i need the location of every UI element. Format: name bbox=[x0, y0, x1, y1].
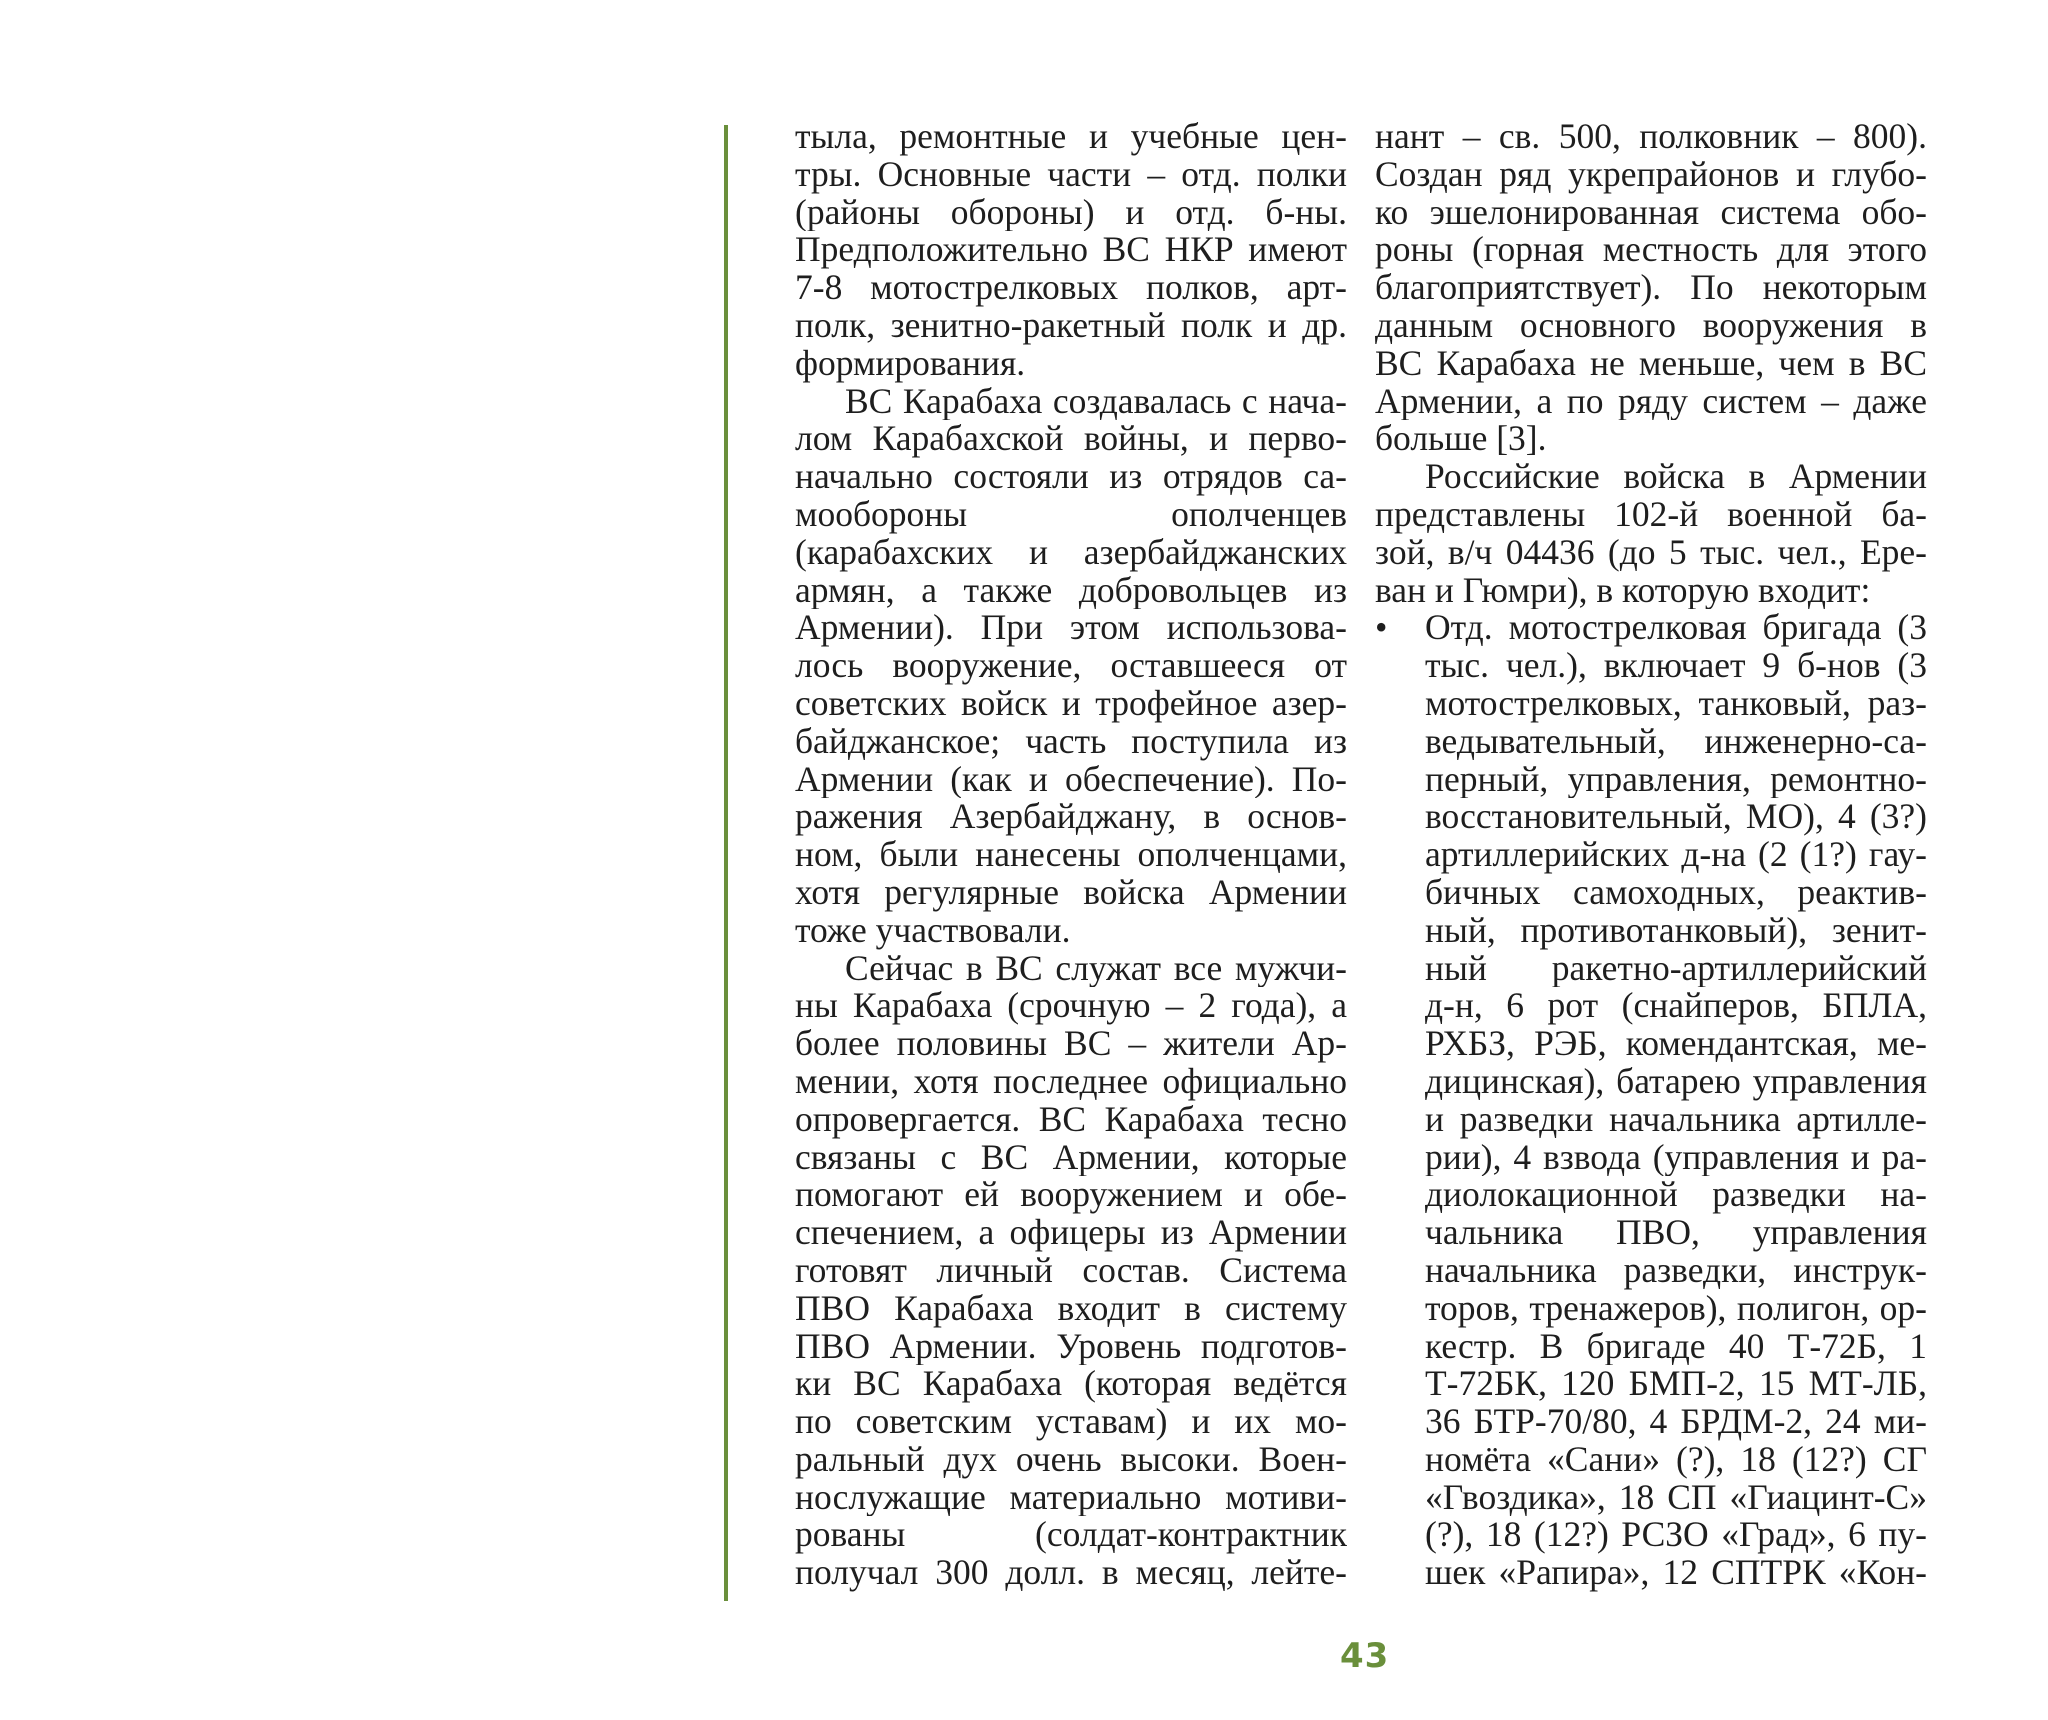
text-line bbox=[1375, 345, 1927, 383]
text-line bbox=[795, 307, 1347, 345]
text-line-content: ны Карабаха (срочную – 2 года), а bbox=[795, 987, 1347, 1026]
text-line bbox=[795, 647, 1347, 685]
text-line-content: Армении, а по ряду систем – даже bbox=[1375, 382, 1927, 421]
text-line-content: связаны с ВС Армении, которые bbox=[795, 1138, 1347, 1177]
text-line bbox=[795, 685, 1347, 723]
text-line-content: ный ракетно-артиллерийский bbox=[1425, 949, 1927, 988]
text-line-content: 36 БТР-70/80, 4 БРДМ-2, 24 ми- bbox=[1425, 1403, 1927, 1441]
text-line bbox=[1375, 685, 1927, 723]
text-line bbox=[795, 194, 1347, 232]
text-line-content: спечением, а офицеры из Армении bbox=[795, 1214, 1347, 1252]
text-line bbox=[1375, 194, 1927, 232]
text-line bbox=[795, 496, 1347, 534]
bullet-icon: • bbox=[1375, 609, 1388, 648]
text-line bbox=[795, 156, 1347, 194]
text-line bbox=[795, 1101, 1347, 1139]
text-line bbox=[1375, 1063, 1927, 1101]
text-line bbox=[1375, 950, 1927, 988]
text-line-content: рованы (солдат-контрактник bbox=[795, 1516, 1347, 1555]
text-line bbox=[795, 118, 1347, 156]
text-line bbox=[795, 987, 1347, 1025]
text-line-content: ван и Гюмри), в которую входит: bbox=[1375, 571, 1871, 610]
text-line-content: полк, зенитно-ракетный полк и др. bbox=[795, 306, 1347, 345]
text-line bbox=[1375, 383, 1927, 421]
text-line-content: д-н, 6 рот (снайперов, БПЛА, bbox=[1425, 987, 1927, 1026]
text-line-content: более половины ВС – жители Ар- bbox=[795, 1025, 1347, 1063]
text-line bbox=[1375, 1252, 1927, 1290]
text-line bbox=[1375, 1516, 1927, 1554]
text-line bbox=[795, 458, 1347, 496]
text-line-content: помогают ей вооружением и обе- bbox=[795, 1176, 1347, 1215]
text-line-content: «Гвоздика», 18 СП «Гиацинт-С» bbox=[1425, 1478, 1927, 1517]
text-line-content: готовят личный состав. Система bbox=[795, 1251, 1347, 1290]
text-line-content: нослужащие материально мотиви- bbox=[795, 1478, 1347, 1517]
text-line bbox=[795, 1252, 1347, 1290]
text-line bbox=[795, 836, 1347, 874]
text-line bbox=[795, 1139, 1347, 1177]
text-line-content: по советским уставам) и их мо- bbox=[795, 1403, 1347, 1441]
text-line-content: данным основного вооружения в bbox=[1375, 306, 1927, 345]
text-line bbox=[795, 1290, 1347, 1328]
text-line bbox=[795, 798, 1347, 836]
text-line bbox=[1375, 156, 1927, 194]
text-line bbox=[1375, 987, 1927, 1025]
text-line bbox=[1375, 1441, 1927, 1479]
text-line bbox=[1375, 647, 1927, 685]
text-line bbox=[795, 1328, 1347, 1366]
margin-rule bbox=[724, 125, 728, 1601]
text-line-content: ВС Карабаха создавалась с нача- bbox=[845, 382, 1347, 421]
text-line-content: ПВО Карабаха входит в систему bbox=[795, 1289, 1347, 1328]
text-line-content: РХБЗ, РЭБ, комендантская, ме- bbox=[1425, 1025, 1927, 1063]
text-line-content: начально состояли из отрядов са- bbox=[795, 458, 1347, 496]
text-line bbox=[795, 534, 1347, 572]
text-line-content: ральный дух очень высоки. Воен- bbox=[795, 1440, 1347, 1479]
text-line-content: Сейчас в ВС служат все мужчи- bbox=[845, 949, 1347, 988]
text-line bbox=[795, 950, 1347, 988]
text-line bbox=[795, 1214, 1347, 1252]
text-line-content: Армении (как и обеспечение). По- bbox=[795, 760, 1347, 799]
text-line bbox=[795, 723, 1347, 761]
text-line bbox=[1375, 723, 1927, 761]
text-line bbox=[795, 1176, 1347, 1214]
text-line-content: лом Карабахской войны, и перво- bbox=[795, 420, 1347, 459]
text-line-content: зой, в/ч 04436 (до 5 тыс. чел., Ере- bbox=[1375, 533, 1927, 572]
text-line bbox=[1375, 534, 1927, 572]
text-line-content: кестр. В бригаде 40 Т-72Б, 1 bbox=[1425, 1327, 1927, 1366]
text-line bbox=[1375, 836, 1927, 874]
text-line bbox=[1375, 1290, 1927, 1328]
text-line bbox=[795, 269, 1347, 307]
text-line bbox=[795, 1025, 1347, 1063]
text-line-content: начальника разведки, инструк- bbox=[1425, 1251, 1927, 1290]
text-line-content: тры. Основные части – отд. полки bbox=[795, 155, 1347, 194]
text-line bbox=[1375, 609, 1927, 647]
text-line-content: получал 300 долл. в месяц, лейте- bbox=[795, 1554, 1347, 1593]
text-line bbox=[1375, 1554, 1927, 1592]
text-line-content: бичных самоходных, реактив- bbox=[1425, 873, 1927, 912]
text-line-content: артиллерийских д-на (2 (1?) гау- bbox=[1425, 836, 1927, 874]
text-line-content: Т-72БК, 120 БМП-2, 15 МТ-ЛБ, bbox=[1425, 1365, 1927, 1404]
text-line-content: и разведки начальника артилле- bbox=[1425, 1100, 1927, 1139]
text-line-content: шек «Рапира», 12 СПТРК «Кон- bbox=[1425, 1554, 1927, 1593]
text-line-content: ПВО Армении. Уровень подготов- bbox=[795, 1327, 1347, 1366]
text-line-content: Российские войска в Армении bbox=[1425, 458, 1927, 496]
text-line bbox=[1375, 572, 1927, 610]
text-line-content: восстановительный, МО), 4 (3?) bbox=[1425, 798, 1927, 837]
text-line-content: тыла, ремонтные и учебные цен- bbox=[795, 118, 1347, 156]
text-line bbox=[795, 1554, 1347, 1592]
text-line-content: представлены 102-й военной ба- bbox=[1375, 495, 1927, 534]
text-line bbox=[1375, 231, 1927, 269]
text-line bbox=[1375, 1365, 1927, 1403]
text-line-content: благоприятствует). По некоторым bbox=[1375, 269, 1927, 307]
text-line bbox=[795, 1479, 1347, 1517]
text-line-content: Отд. мотострелковая бригада (3 bbox=[1425, 609, 1927, 648]
text-line bbox=[795, 345, 1347, 383]
text-line-content: хотя регулярные войска Армении bbox=[795, 873, 1347, 912]
text-line-content: ки ВС Карабаха (которая ведётся bbox=[795, 1365, 1347, 1404]
text-line-content: Предположительно ВС НКР имеют bbox=[795, 231, 1347, 270]
text-line-content: мотострелковых, танковый, раз- bbox=[1425, 684, 1927, 723]
text-line-content: роны (горная местность для этого bbox=[1375, 231, 1927, 270]
text-line-content: ный, противотанковый), зенит- bbox=[1425, 911, 1927, 950]
text-line bbox=[1375, 118, 1927, 156]
text-line bbox=[795, 761, 1347, 799]
text-line bbox=[1375, 458, 1927, 496]
text-line bbox=[795, 912, 1347, 950]
text-line-content: лось вооружение, оставшееся от bbox=[795, 647, 1347, 685]
text-line-content: Создан ряд укрепрайонов и глубо- bbox=[1375, 155, 1927, 194]
text-line-content: армян, а также добровольцев из bbox=[795, 571, 1347, 610]
text-line-content: торов, тренажеров), полигон, ор- bbox=[1425, 1289, 1927, 1328]
text-line-content: 7-8 мотострелковых полков, арт- bbox=[795, 269, 1347, 307]
text-line bbox=[795, 609, 1347, 647]
page-number: 43 bbox=[1340, 1636, 1390, 1676]
text-line-content: диолокационной разведки на- bbox=[1425, 1176, 1927, 1215]
text-line bbox=[1375, 1139, 1927, 1177]
text-line bbox=[795, 874, 1347, 912]
text-line bbox=[1375, 1214, 1927, 1252]
text-line bbox=[795, 420, 1347, 458]
text-line-content: рии), 4 взвода (управления и ра- bbox=[1425, 1138, 1927, 1177]
text-line-content: больше [3]. bbox=[1375, 420, 1547, 459]
left-text-column bbox=[795, 118, 1347, 1592]
text-line-content: тыс. чел.), включает 9 б-нов (3 bbox=[1425, 647, 1927, 685]
text-line bbox=[795, 231, 1347, 269]
text-line bbox=[795, 1516, 1347, 1554]
text-line bbox=[1375, 1101, 1927, 1139]
text-line bbox=[795, 1441, 1347, 1479]
text-line bbox=[1375, 761, 1927, 799]
text-line-content: (районы обороны) и отд. б-ны. bbox=[795, 193, 1347, 232]
text-line-content: (?), 18 (12?) РСЗО «Град», 6 пу- bbox=[1425, 1516, 1927, 1555]
text-line-content: байджанское; часть поступила из bbox=[795, 722, 1347, 761]
right-text-column bbox=[1375, 118, 1927, 1592]
text-line-content: ко эшелонированная система обо- bbox=[1375, 193, 1927, 232]
text-line bbox=[1375, 912, 1927, 950]
text-line bbox=[795, 1063, 1347, 1101]
text-line-content: (карабахских и азербайджанских bbox=[795, 533, 1347, 572]
text-line-content: ном, были нанесены ополченцами, bbox=[795, 836, 1347, 874]
text-line-content: чальника ПВО, управления bbox=[1425, 1214, 1927, 1252]
text-line-content: ражения Азербайджану, в основ- bbox=[795, 798, 1347, 837]
text-line bbox=[1375, 1479, 1927, 1517]
text-line bbox=[1375, 420, 1927, 458]
text-line-content: ведывательный, инженерно-са- bbox=[1425, 722, 1927, 761]
text-line-content: формирования. bbox=[795, 344, 1026, 383]
text-line-content: опровергается. ВС Карабаха тесно bbox=[795, 1100, 1347, 1139]
text-line bbox=[795, 572, 1347, 610]
text-line bbox=[795, 383, 1347, 421]
text-line bbox=[1375, 1025, 1927, 1063]
text-line-content: Армении). При этом использова- bbox=[795, 609, 1347, 648]
text-line bbox=[1375, 798, 1927, 836]
text-line-content: мообороны ополченцев bbox=[795, 495, 1347, 534]
text-line bbox=[1375, 874, 1927, 912]
text-line bbox=[1375, 1176, 1927, 1214]
text-line bbox=[1375, 269, 1927, 307]
text-line bbox=[1375, 1403, 1927, 1441]
text-line-content: ВС Карабаха не меньше, чем в ВС bbox=[1375, 344, 1927, 383]
text-line-content: номёта «Сани» (?), 18 (12?) СГ bbox=[1425, 1440, 1927, 1479]
text-line-content: советских войск и трофейное азер- bbox=[795, 684, 1347, 723]
text-line bbox=[1375, 307, 1927, 345]
text-line-content: перный, управления, ремонтно- bbox=[1425, 760, 1927, 799]
text-line bbox=[1375, 496, 1927, 534]
text-line-content: дицинская), батарею управления bbox=[1425, 1062, 1927, 1101]
text-line-content: тоже участвовали. bbox=[795, 911, 1071, 950]
text-line bbox=[1375, 1328, 1927, 1366]
text-line-content: мении, хотя последнее официально bbox=[795, 1062, 1347, 1101]
text-line bbox=[795, 1365, 1347, 1403]
text-line bbox=[795, 1403, 1347, 1441]
text-line-content: нант – св. 500, полковник – 800). bbox=[1375, 118, 1927, 156]
